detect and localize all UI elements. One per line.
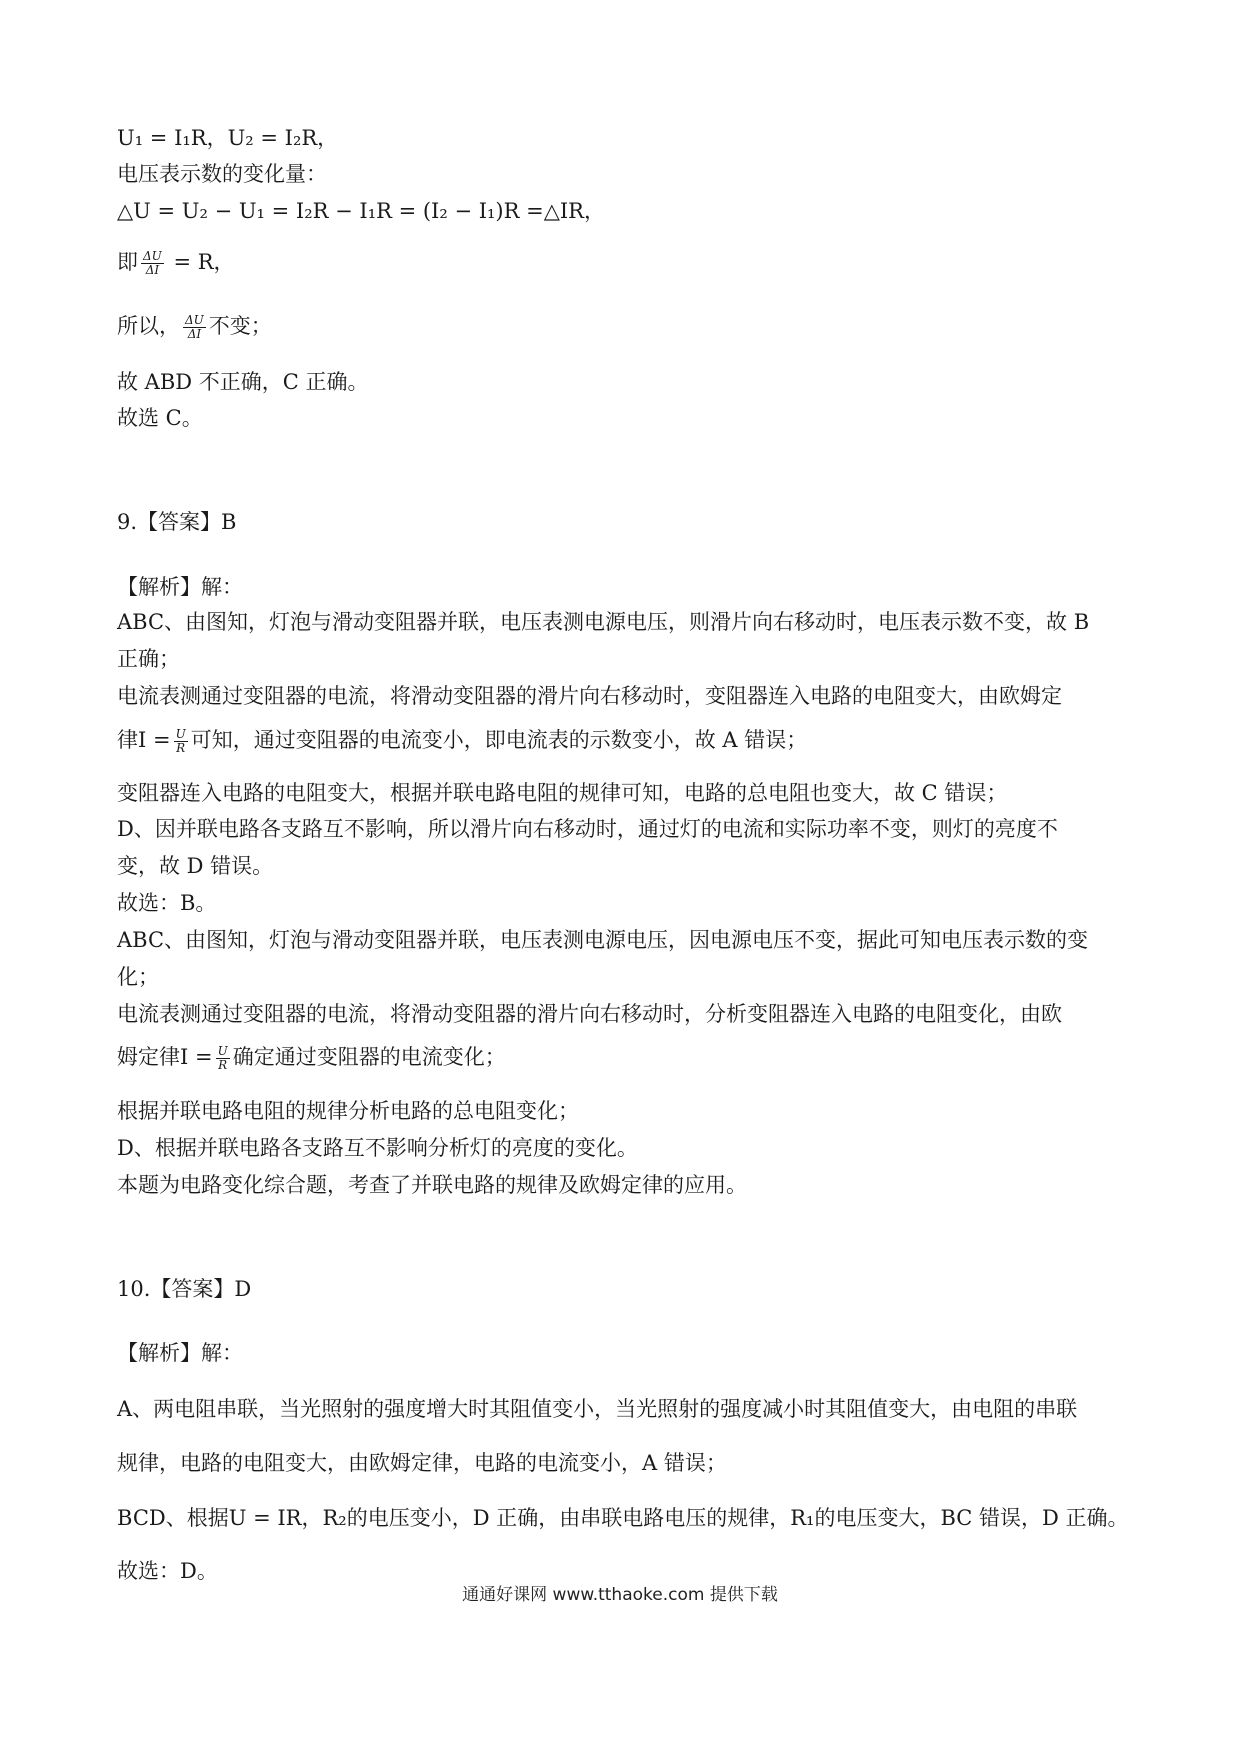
text-line: 根据并联电路电阻的规律分析电路的总电阻变化； <box>117 1099 579 1123</box>
text-suffix: 确定通过变阻器的电流变化； <box>232 1045 506 1069</box>
text-line: BCD、根据U = IR，R₂的电压变小，D 正确，由串联电路电压的规律，R₁的电压变大，BC 错误，D 正确。 <box>117 1506 1129 1530</box>
conclusion-line <box>117 312 272 341</box>
text-line: 电流表测通过变阻器的电流，将滑动变阻器的滑片向右移动时，变阻器连入电路的电阻变大，由欧姆定 <box>117 684 1062 708</box>
analysis-label: 【解析】解： <box>117 575 243 599</box>
text-line: 故 ABD 不正确，C 正确。 <box>117 370 369 394</box>
equation-line-delta-u: △U = U₂ − U₁ = I₂R − I₁R = (I₂ − I₁)R =△IR， <box>117 199 605 223</box>
footer-source: 通通好课网 www.tthaoke.com 提供下载 <box>462 1585 778 1605</box>
text-line: 电压表示数的变化量： <box>117 162 327 186</box>
text-line: 变，故 D 错误。 <box>117 854 274 878</box>
question-9-answer: 9.【答案】B <box>117 510 237 534</box>
fraction-denominator: R <box>218 1058 228 1072</box>
text-prefix: 即 <box>117 250 138 274</box>
text-line: 故选：D。 <box>117 1559 218 1583</box>
text-suffix: 不变； <box>208 314 272 338</box>
fraction-numerator: ΔU <box>143 249 162 263</box>
fraction-numerator: U <box>175 727 186 741</box>
text-line: ABC、由图知，灯泡与滑动变阻器并联，电压表测电源电压，因电源电压不变，据此可知电压表示数的变 <box>117 928 1089 952</box>
text-line: 规律，电路的电阻变大，由欧姆定律，电路的电流变小，A 错误； <box>117 1451 727 1475</box>
text-line: 正确； <box>117 647 180 671</box>
text-line: D、根据并联电路各支路互不影响分析灯的亮度的变化。 <box>117 1136 638 1160</box>
text-line: A、两电阻串联，当光照射的强度增大时其阻值变小，当光照射的强度减小时其阻值变大，由电阻的串联 <box>117 1397 1078 1421</box>
text-prefix: 所以， <box>117 314 180 338</box>
equation-line-ratio <box>117 248 235 277</box>
text-line: D、因并联电路各支路互不影响，所以滑片向右移动时，通过灯的电流和实际功率不变，则灯的亮度不 <box>117 817 1058 841</box>
text-line: 变阻器连入电路的电阻变大，根据并联电路电阻的规律可知，电路的总电阻也变大，故 C 错误； <box>117 781 1008 805</box>
fraction <box>174 728 188 755</box>
text-line-with-fraction <box>117 726 807 755</box>
fraction-numerator: U <box>217 1044 228 1058</box>
question-10-answer: 10.【答案】D <box>117 1277 252 1301</box>
text-line: ABC、由图知，灯泡与滑动变阻器并联，电压表测电源电压，则滑片向右移动时，电压表示数不变，故 B <box>117 610 1090 634</box>
fraction <box>141 250 164 277</box>
text-prefix: 律I = <box>117 728 171 752</box>
text-line: 电流表测通过变阻器的电流，将滑动变阻器的滑片向右移动时，分析变阻器连入电路的电阻变化，由欧 <box>117 1002 1062 1026</box>
text-prefix: 姆定律I = <box>117 1045 213 1069</box>
fraction <box>183 314 206 341</box>
equation-line-1: U₁ = I₁R，U₂ = I₂R， <box>117 126 339 150</box>
fraction-denominator: ΔI <box>187 327 202 341</box>
text-line: 本题为电路变化综合题，考查了并联电路的规律及欧姆定律的应用。 <box>117 1173 747 1197</box>
fraction-numerator: ΔU <box>185 313 204 327</box>
text-line: 故选：B。 <box>117 891 217 915</box>
fraction-denominator: R <box>176 741 186 755</box>
fraction <box>216 1045 230 1072</box>
text-line-with-fraction <box>117 1043 506 1072</box>
text-line: 化； <box>117 965 159 989</box>
text-line: 故选 C。 <box>117 406 203 430</box>
fraction-denominator: ΔI <box>145 263 160 277</box>
text-suffix: 可知，通过变阻器的电流变小，即电流表的示数变小，故 A 错误； <box>190 728 808 752</box>
text-suffix: = R， <box>166 250 235 274</box>
analysis-label: 【解析】解： <box>117 1341 243 1365</box>
